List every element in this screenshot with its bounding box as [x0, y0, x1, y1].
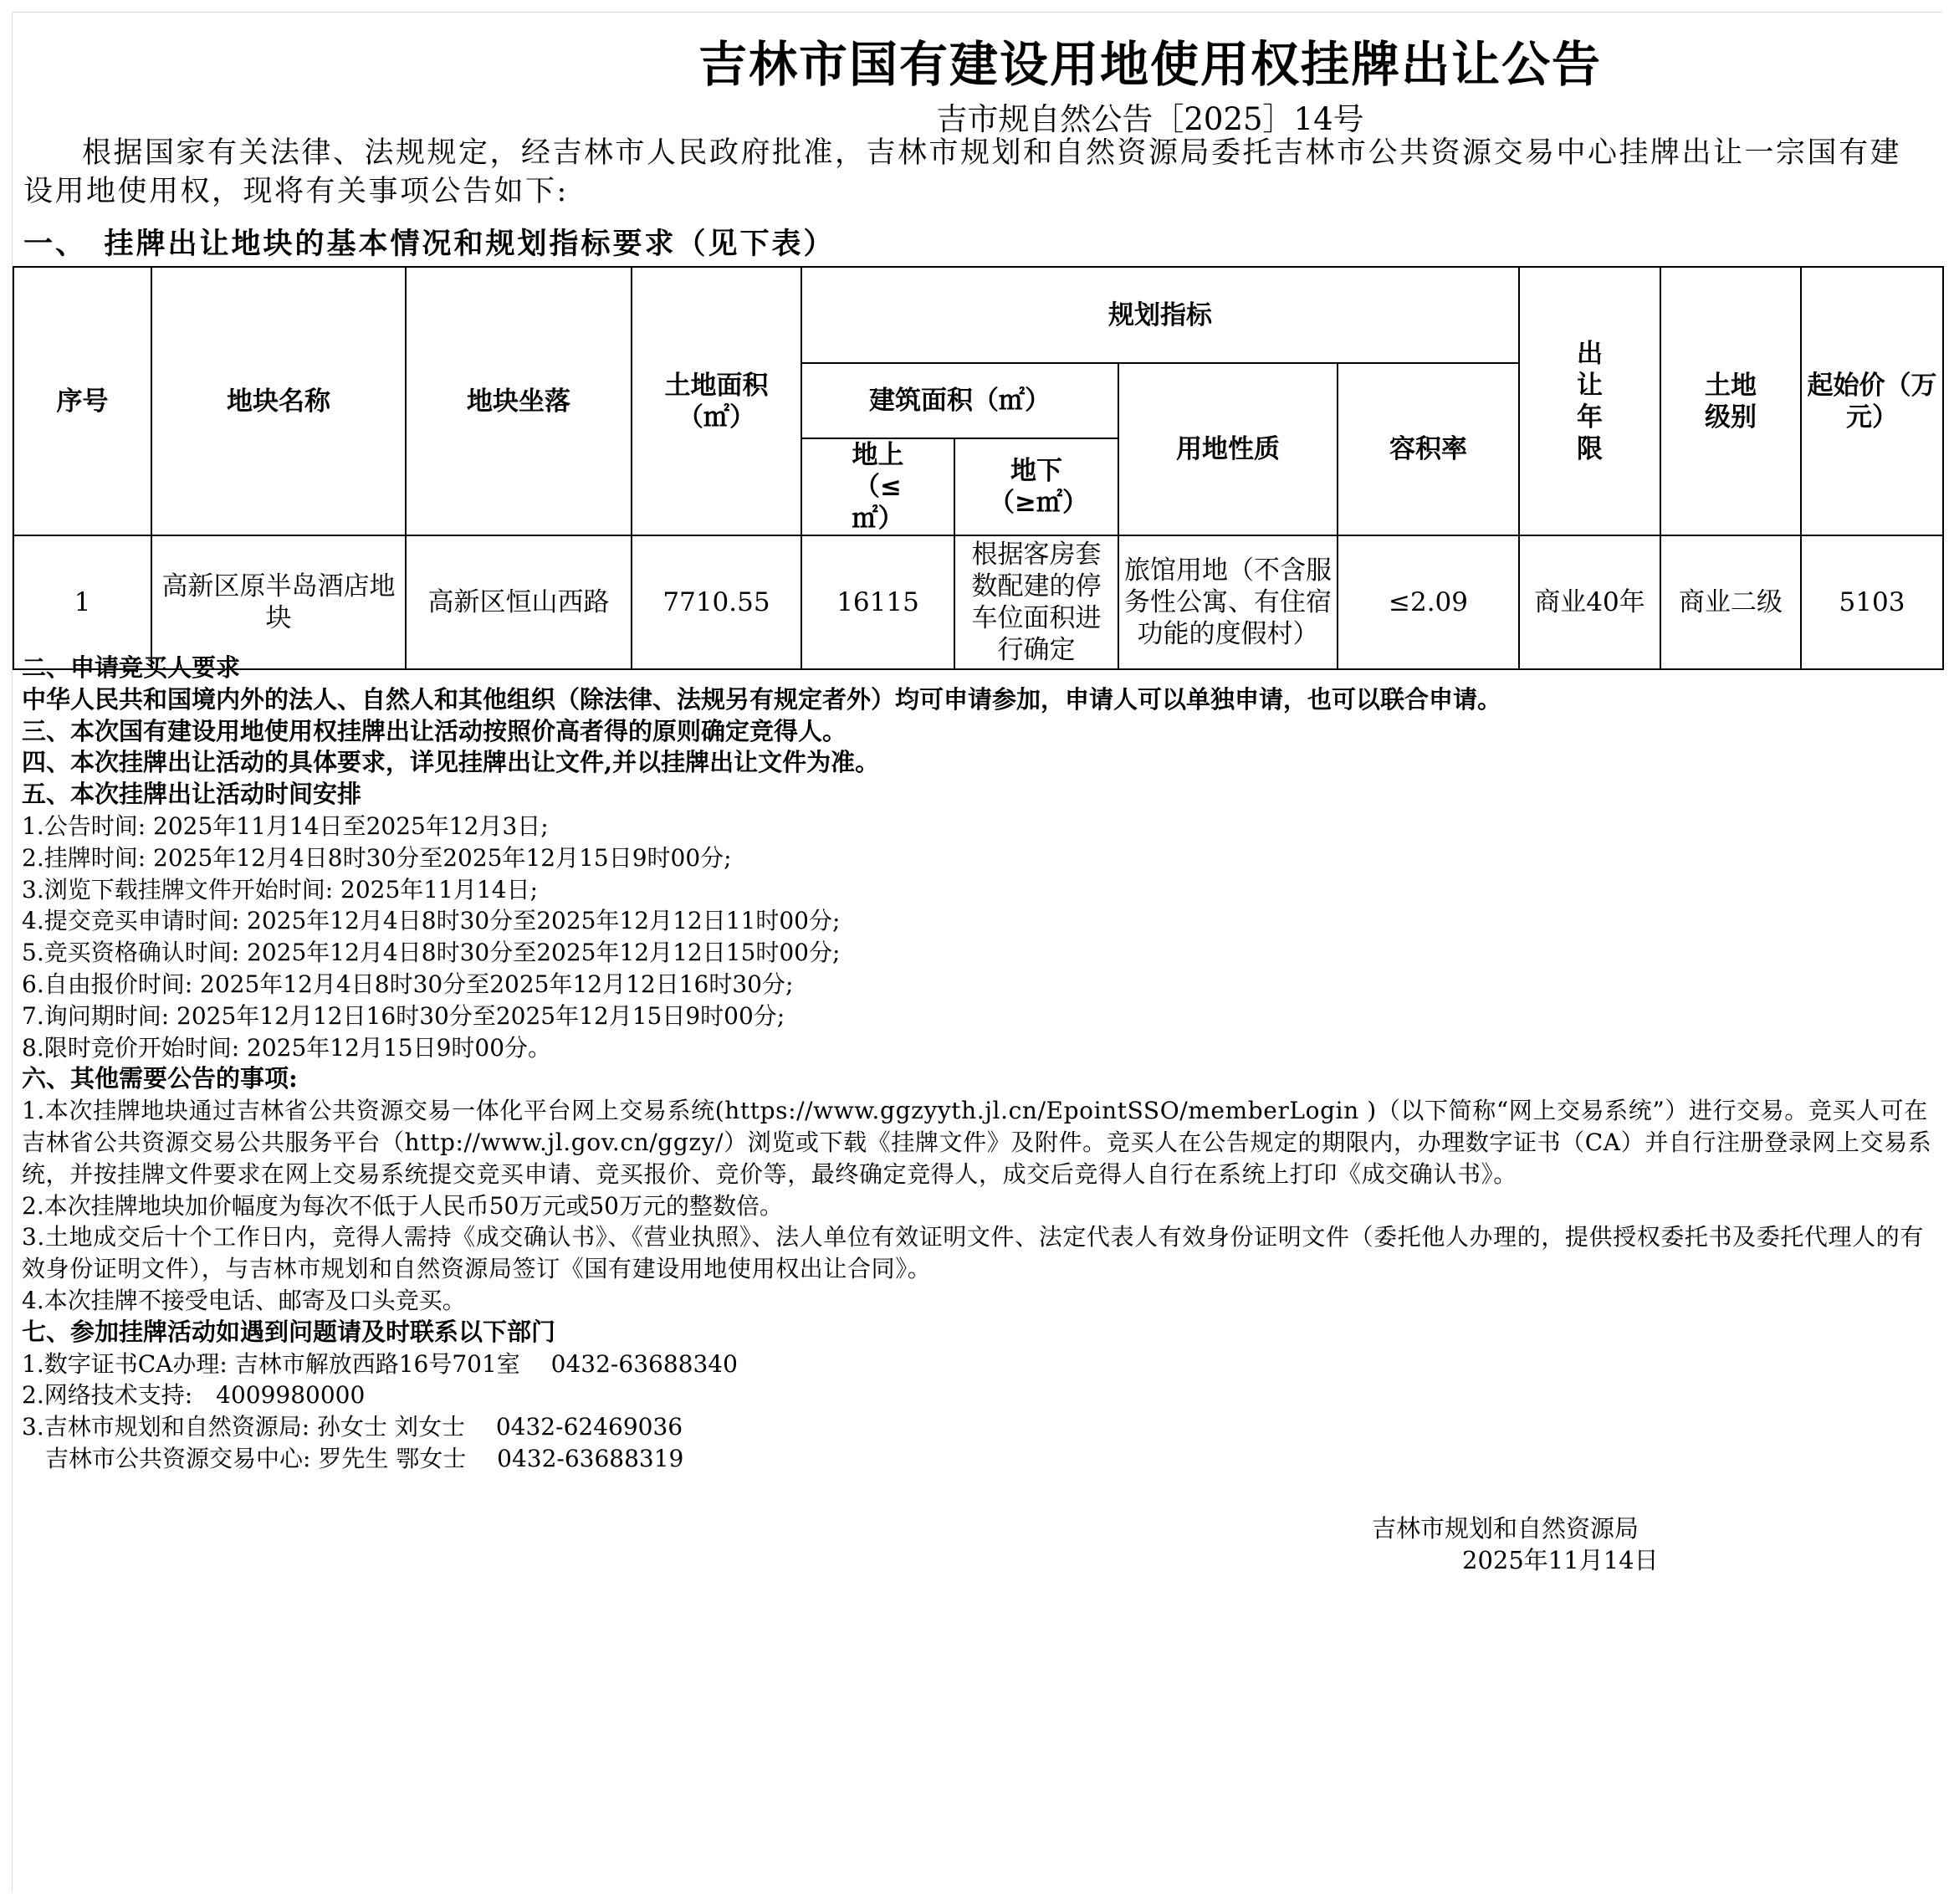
other-item: 2.本次挂牌地块加价幅度为每次不低于人民币50万元或50万元的整数倍。 — [22, 1191, 783, 1220]
section-5-heading: 五、本次挂牌出让活动时间安排 — [22, 780, 362, 809]
cell-above-ground: 16115 — [801, 535, 954, 669]
contact-item: 2.网络技术支持: 4009980000 — [22, 1381, 366, 1410]
schedule-item: 2.挂牌时间: 2025年12月4日8时30分至2025年12月15日9时00分; — [22, 843, 732, 872]
header-building-area: 建筑面积（㎡） — [801, 363, 1118, 438]
issue-date: 2025年11月14日 — [1462, 1546, 1659, 1574]
cell-term: 商业40年 — [1519, 535, 1660, 669]
intro-paragraph: 根据国家有关法律、法规规定，经吉林市人民政府批准，吉林市规划和自然资源局委托吉林市公共资源交易中心挂牌出让一宗国有建设用地使用权，现将有关事项公告如下: — [23, 136, 1902, 208]
header-above-ground: 地上（≤㎡） — [801, 438, 954, 535]
header-land-grade: 土地级别 — [1660, 267, 1801, 535]
section-6-heading: 六、其他需要公告的事项: — [22, 1064, 298, 1093]
contact-item: 3.吉林市规划和自然资源局: 孙女士 刘女士 0432-62469036 — [22, 1413, 683, 1441]
contact-item: 吉林市公共资源交易中心: 罗先生 鄂女士 0432-63688319 — [22, 1444, 684, 1472]
contact-item: 1.数字证书CA办理: 吉林市解放西路16号701室 0432-63688340 — [22, 1349, 738, 1378]
table-row — [13, 535, 1943, 669]
section-1-heading: 一、 挂牌出让地块的基本情况和规划指标要求（见下表） — [23, 227, 836, 261]
header-planning: 规划指标 — [801, 267, 1519, 363]
schedule-item: 1.公告时间: 2025年11月14日至2025年12月3日; — [22, 811, 549, 840]
cell-seq: 1 — [13, 535, 151, 669]
header-location: 地块坐落 — [406, 267, 632, 535]
schedule-item: 6.自由报价时间: 2025年12月4日8时30分至2025年12月12日16时30分; — [22, 970, 794, 998]
section-2-heading: 二、申请竞买人要求 — [22, 653, 241, 682]
announcement-body — [22, 653, 1937, 1475]
cell-below-ground: 根据客房套数配建的停车位面积进行确定 — [954, 535, 1118, 669]
header-term: 出 让 年 限 — [1519, 267, 1660, 535]
header-land-use: 用地性质 — [1118, 363, 1338, 535]
page-title: 吉林市国有建设用地使用权挂牌出让公告 — [698, 36, 1602, 93]
schedule-item: 7.询问期时间: 2025年12月12日16时30分至2025年12月15日9时00分; — [22, 1001, 785, 1030]
section-4: 四、本次挂牌出让活动的具体要求，详见挂牌出让文件,并以挂牌出让文件为准。 — [22, 748, 880, 777]
other-item: 4.本次挂牌不接受电话、邮寄及口头竞买。 — [22, 1286, 466, 1314]
other-item: 3.土地成交后十个工作日内，竞得人需持《成交确认书》、《营业执照》、法人单位有效证明文件、法定代表人有效身份证明文件（委托他人办理的，提供授权委托书及委托代理人的有效身份证明文件），与吉林市规划和自然资源局签订《国有建设用地使用权出让合同》。 — [22, 1223, 1924, 1283]
header-land-area: 土地面积（㎡） — [632, 267, 801, 535]
header-start-price: 起始价（万元） — [1801, 267, 1943, 535]
section-7-heading: 七、参加挂牌活动如遇到问题请及时联系以下部门 — [22, 1317, 556, 1346]
schedule-item: 3.浏览下载挂牌文件开始时间: 2025年11月14日; — [22, 875, 538, 903]
cell-parcel-name: 高新区原半岛酒店地块 — [151, 535, 406, 669]
cell-location: 高新区恒山西路 — [406, 535, 632, 669]
header-plot-ratio: 容积率 — [1338, 363, 1519, 535]
header-seq: 序号 — [13, 267, 151, 535]
cell-start-price: 5103 — [1801, 535, 1943, 669]
schedule-item: 8.限时竞价开始时间: 2025年12月15日9时00分。 — [22, 1033, 552, 1062]
cell-land-grade: 商业二级 — [1660, 535, 1801, 669]
section-2-body: 中华人民共和国境内外的法人、自然人和其他组织（除法律、法规另有规定者外）均可申请参加，申请人可以单独申请，也可以联合申请。 — [22, 684, 1502, 714]
header-below-ground: 地下（≥㎡） — [954, 438, 1118, 535]
issuer-signature: 吉林市规划和自然资源局 — [1372, 1514, 1639, 1543]
header-parcel-name: 地块名称 — [151, 267, 406, 535]
parcel-table — [13, 266, 1944, 670]
cell-land-use: 旅馆用地（不含服务性公寓、有住宿功能的度假村） — [1118, 535, 1338, 669]
schedule-item: 4.提交竞买申请时间: 2025年12月4日8时30分至2025年12月12日11时00分; — [22, 907, 841, 935]
other-item: 1.本次挂牌地块通过吉林省公共资源交易一体化平台网上交易系统(https://www.ggzyyth.jl.cn/EpointSSO/memberLogin )（以下简称“网上交易系统”）进行交易。竞买人可在吉林省公共资源交易公共服务平台（http://www.jl.gov.cn/ggzy/）浏览或下载《挂牌文件》及附件。竞买人在公告规定的期限内，办理数字证书（CA）并自行注册登录网上交易系统，并按挂牌文件要求在网上交易系统提交竞买申请、竞买报价、竞价等，最终确定竞得人，成交后竞得人自行在系统上打印《成交确认书》。 — [22, 1097, 1932, 1188]
section-3: 三、本次国有建设用地使用权挂牌出让活动按照价高者得的原则确定竞得人。 — [22, 716, 847, 745]
cell-land-area: 7710.55 — [632, 535, 801, 669]
document-number: 吉市规自然公告［2025］14号 — [936, 101, 1364, 137]
cell-plot-ratio: ≤2.09 — [1338, 535, 1519, 669]
schedule-item: 5.竞买资格确认时间: 2025年12月4日8时30分至2025年12月12日15时00分; — [22, 939, 841, 967]
